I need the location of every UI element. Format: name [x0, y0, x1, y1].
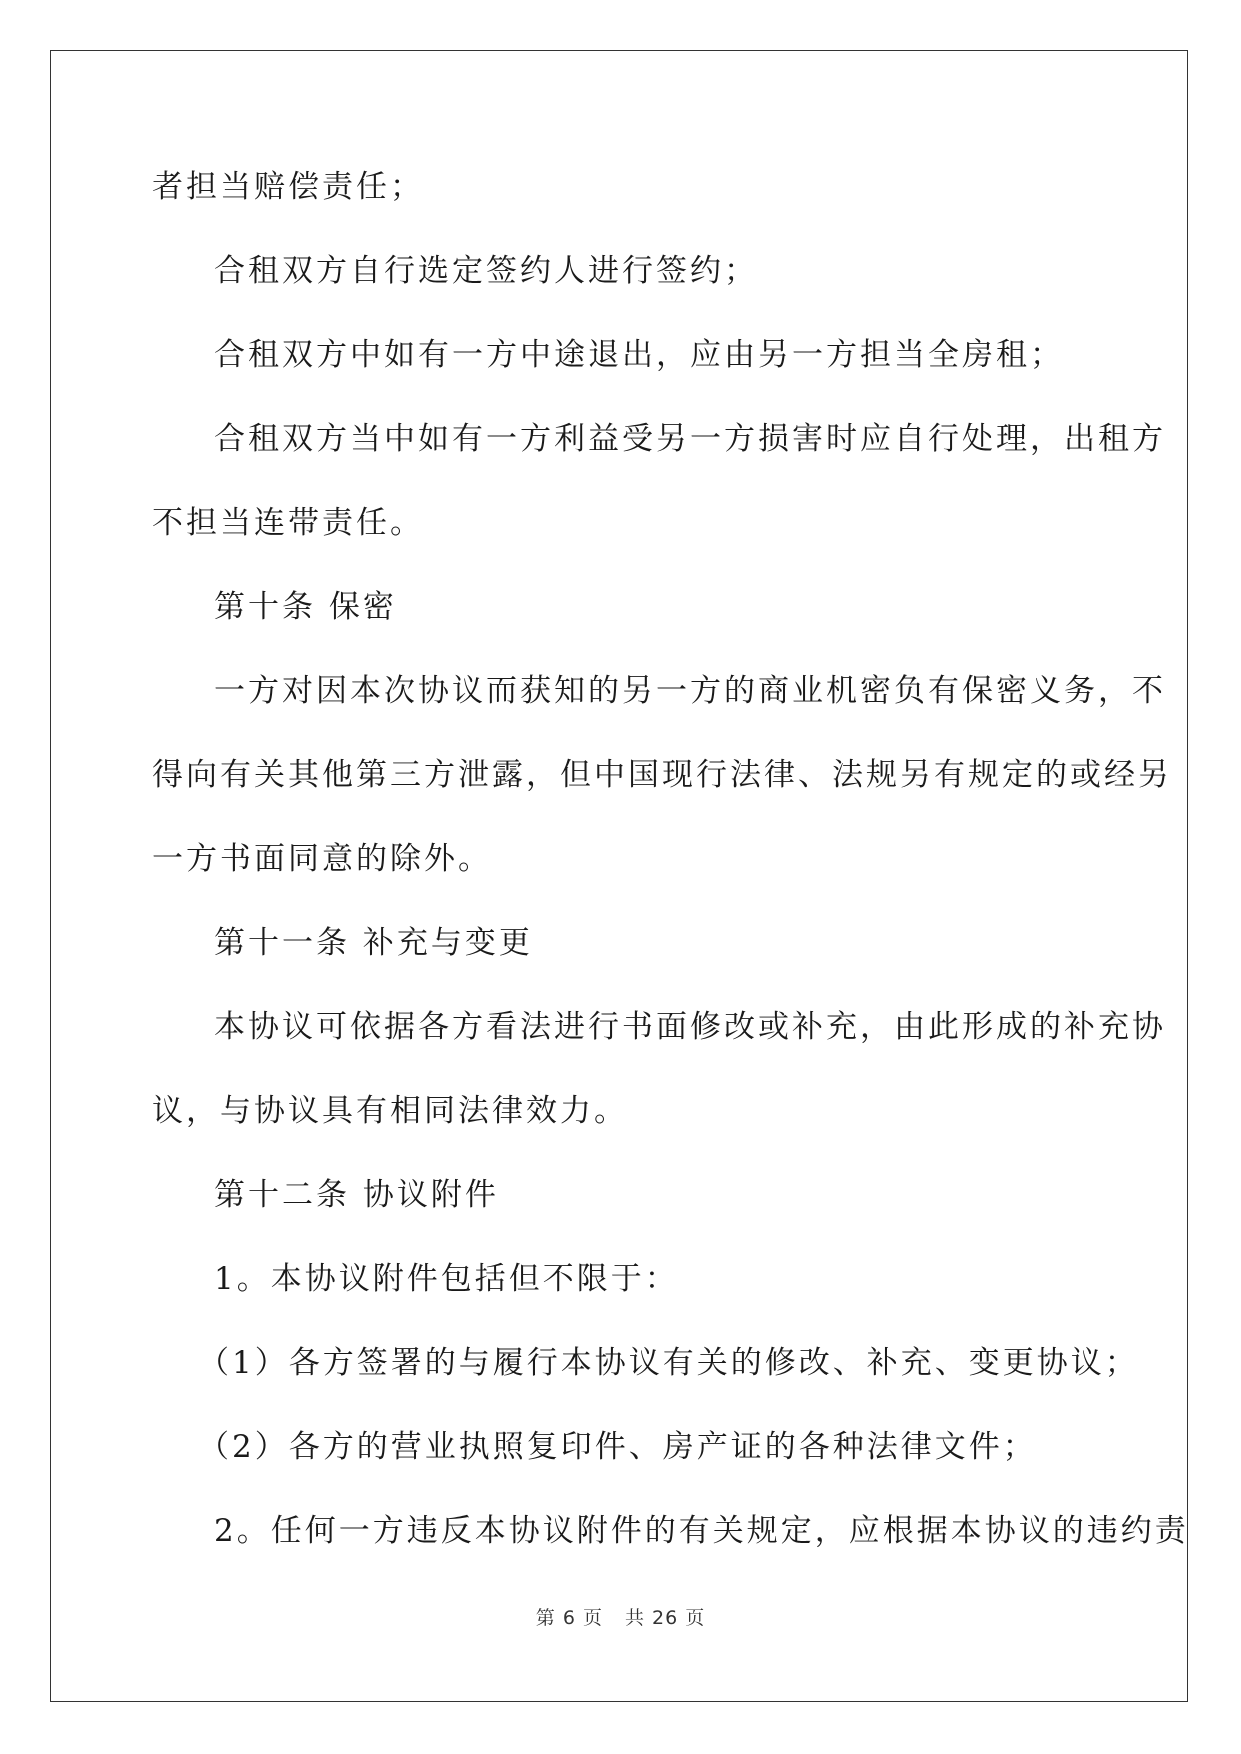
text-line: 合租双方自行选定签约人进行签约； [214, 253, 758, 289]
page-number: 第 6 页 [535, 1607, 603, 1629]
text-line: 不担当连带责任。 [152, 505, 424, 541]
page-footer [0, 1603, 1241, 1630]
section-heading: 第十二条 协议附件 [214, 1177, 499, 1213]
text-line: 本协议可依据各方看法进行书面修改或补充，由此形成的补充协 [214, 1009, 1166, 1045]
text-line: 一方书面同意的除外。 [152, 841, 492, 877]
text-line: 者担当赔偿责任； [152, 169, 424, 205]
list-item: 2。任何一方违反本协议附件的有关规定，应根据本协议的违约责 [214, 1513, 1189, 1549]
page-total: 共 26 页 [624, 1607, 706, 1629]
text-line: 一方对因本次协议而获知的另一方的商业机密负有保密义务，不 [214, 673, 1166, 709]
text-line: 得向有关其他第三方泄露，但中国现行法律、法规另有规定的或经另 [152, 757, 1172, 793]
text-line: 议，与协议具有相同法律效力。 [152, 1093, 628, 1129]
list-item: 1。本协议附件包括但不限于： [214, 1261, 679, 1297]
document-body [152, 162, 1189, 1590]
section-heading: 第十一条 补充与变更 [214, 925, 533, 961]
list-item: （1）各方签署的与履行本协议有关的修改、补充、变更协议； [198, 1345, 1139, 1381]
text-line: 合租双方当中如有一方利益受另一方损害时应自行处理，出租方 [214, 421, 1166, 457]
text-line: 合租双方中如有一方中途退出，应由另一方担当全房租； [214, 337, 1064, 373]
list-item: （2）各方的营业执照复印件、房产证的各种法律文件； [198, 1429, 1037, 1465]
section-heading: 第十条 保密 [214, 589, 397, 625]
